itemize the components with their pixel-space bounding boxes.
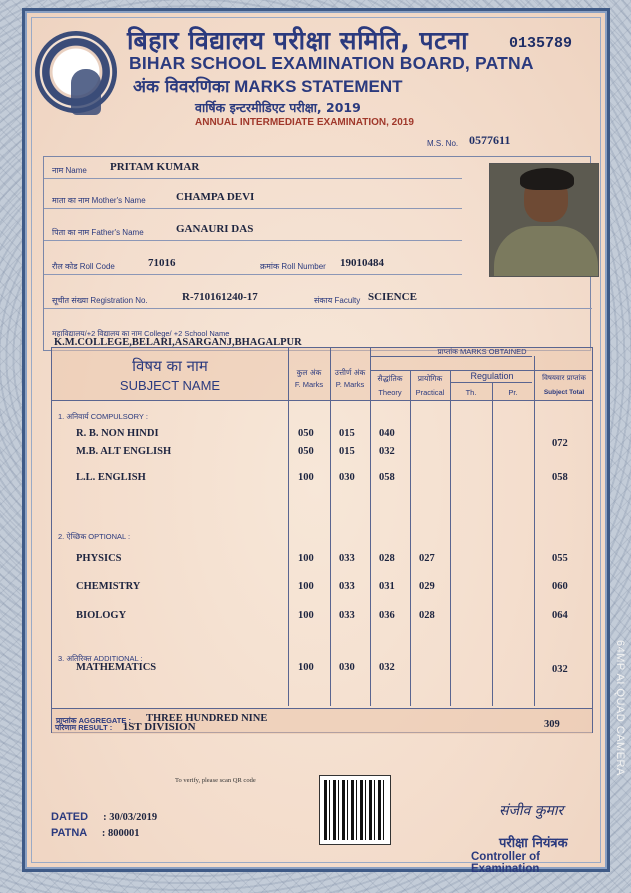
exam-title-english: ANNUAL INTERMEDIATE EXAMINATION, 2019 <box>195 117 414 128</box>
photo-hair <box>520 168 574 190</box>
board-name-english: BIHAR SCHOOL EXAMINATION BOARD, PATNA <box>129 53 534 73</box>
board-name-hindi: बिहार विद्यालय परीक्षा समिति, पटना <box>127 26 469 55</box>
controller-signature: संजीव कुमार <box>499 803 564 819</box>
controller-title-hindi: परीक्षा नियंत्रक <box>499 836 568 851</box>
result-label: परिणाम RESULT : <box>55 723 113 732</box>
faculty-label: संकाय Faculty <box>314 296 361 305</box>
place-label: PATNA <box>51 827 87 839</box>
theory-marks: 031 <box>379 581 395 592</box>
roll-row <box>44 253 462 275</box>
full-marks-header: F. Marks <box>294 380 324 389</box>
regulation-practical-header: Pr. <box>508 388 518 397</box>
regulation-theory-header: Th. <box>465 388 477 397</box>
camera-watermark-text: 64MP AI QUAD CAMERA <box>614 640 626 776</box>
mother-row <box>44 187 462 209</box>
obtained-line <box>370 356 532 357</box>
ms-no-label: M.S. No. <box>427 139 459 148</box>
theory-header-hindi: सैद्धांतिक <box>377 374 403 383</box>
subject-header-hindi: विषय का नाम <box>132 357 208 375</box>
theory-marks: 032 <box>379 662 395 673</box>
marks-table <box>51 347 593 733</box>
pass-marks: 030 <box>339 662 355 673</box>
roll-code-label: रौल कोड Roll Code <box>52 262 115 271</box>
full-marks: 100 <box>298 662 314 673</box>
col-divider <box>450 370 451 706</box>
theory-header: Theory <box>378 388 402 397</box>
father-name: GANAURI DAS <box>176 223 254 235</box>
aggregate-value: 309 <box>544 719 560 730</box>
full-marks: 100 <box>298 610 314 621</box>
practical-marks: 027 <box>419 553 435 564</box>
practical-header-hindi: प्रायोगिक <box>417 374 443 383</box>
subject-name: L.L. ENGLISH <box>76 472 146 483</box>
registration-row <box>44 287 592 309</box>
photo-body <box>494 226 598 277</box>
full-marks: 050 <box>298 446 314 457</box>
subject-name: MATHEMATICS <box>76 662 157 673</box>
father-row <box>44 219 462 241</box>
result-line <box>55 717 196 735</box>
subject-total: 060 <box>552 581 568 592</box>
subject-name: R. B. NON HINDI <box>76 428 159 439</box>
exam-title-hindi: वार्षिक इन्टरमीडिएट परीक्षा, 2019 <box>195 100 361 115</box>
practical-header: Practical <box>415 388 445 397</box>
aggregate-label: प्राप्तांक AGGREGATE : <box>56 716 131 725</box>
full-marks: 100 <box>298 472 314 483</box>
pass-marks: 033 <box>339 610 355 621</box>
camera-watermark <box>612 640 626 850</box>
subject-total: 058 <box>552 472 568 483</box>
controller-title-english: Controller of Examination <box>471 851 540 875</box>
subject-name: BIOLOGY <box>76 610 127 621</box>
mother-name: CHAMPA DEVI <box>176 191 255 203</box>
theory-marks: 036 <box>379 610 395 621</box>
pass-marks: 015 <box>339 428 355 439</box>
subject-name: PHYSICS <box>76 553 122 564</box>
roll-code-value: 71016 <box>148 257 176 269</box>
verify-instruction: To verify, please scan QR code <box>175 777 256 784</box>
full-marks: 100 <box>298 553 314 564</box>
col-divider <box>492 382 493 706</box>
result-value: 1ST DIVISION <box>122 721 196 733</box>
pass-marks-header: P. Marks <box>335 380 365 389</box>
full-marks-header-hindi: कुल अंक <box>296 368 322 377</box>
qr-pattern <box>324 780 386 840</box>
roll-number-label: क्रमांक Roll Number <box>260 262 326 271</box>
marks-statement-document <box>22 8 610 875</box>
seal-figure <box>71 69 101 115</box>
ms-no-value: 0577611 <box>469 133 511 147</box>
board-seal-logo <box>35 31 117 113</box>
theory-marks: 058 <box>379 472 395 483</box>
col-divider <box>330 348 331 706</box>
college-label: महाविद्यालय/+2 विद्यालय का नाम College/ +2 School Name <box>52 329 230 338</box>
subject-total: 032 <box>552 664 568 675</box>
pass-marks: 033 <box>339 553 355 564</box>
faculty-value: SCIENCE <box>368 291 417 303</box>
header-bottom-line <box>52 400 592 401</box>
subject-name: M.B. ALT ENGLISH <box>76 446 172 457</box>
name-label: नाम Name <box>52 166 87 175</box>
full-marks: 050 <box>298 428 314 439</box>
subject-total: 055 <box>552 553 568 564</box>
student-photo <box>489 163 599 277</box>
roll-number-value: 19010484 <box>340 257 384 269</box>
col-divider <box>410 370 411 706</box>
theory-marks: 040 <box>379 428 395 439</box>
dated-label: DATED <box>51 811 89 823</box>
college-value: K.M.COLLEGE,BELARI,ASARGANJ,BHAGALPUR <box>54 337 302 348</box>
hindi-combined-total: 072 <box>552 438 568 449</box>
pass-marks: 033 <box>339 581 355 592</box>
statement-title-hindi: अंक विवरणिका <box>133 77 230 97</box>
certificate-number: 0135789 <box>509 35 573 52</box>
marks-obtained-header: प्राप्तांक MARKS OBTAINED <box>437 347 527 356</box>
dated-value: : 30/03/2019 <box>103 812 158 823</box>
pass-marks-header-hindi: उत्तीर्ण अंक <box>334 368 366 377</box>
practical-marks: 028 <box>419 610 435 621</box>
col-divider <box>534 356 535 706</box>
name-row <box>44 157 462 179</box>
pass-marks: 030 <box>339 472 355 483</box>
subject-total: 064 <box>552 610 568 621</box>
subject-name: CHEMISTRY <box>76 581 141 592</box>
qr-code[interactable] <box>319 775 391 845</box>
compulsory-section-label: 1. अनिवार्य COMPULSORY : <box>58 412 148 421</box>
col-divider <box>370 348 371 706</box>
aggregate-line <box>52 708 592 709</box>
practical-marks: 029 <box>419 581 435 592</box>
subject-total-header-hindi: विषयवार प्राप्तांक <box>542 374 586 382</box>
date-block <box>51 811 157 839</box>
subject-total-header: Subject Total <box>543 389 585 396</box>
additional-section-label: 3. अतिरिक्त ADDITIONAL : <box>58 654 143 663</box>
col-divider <box>288 348 289 706</box>
student-name: PRITAM KUMAR <box>110 161 200 173</box>
theory-marks: 028 <box>379 553 395 564</box>
pass-marks: 015 <box>339 446 355 457</box>
theory-marks: 032 <box>379 446 395 457</box>
subject-header-english: SUBJECT NAME <box>119 378 221 393</box>
statement-title-english: MARKS STATEMENT <box>234 77 403 96</box>
regulation-header: Regulation <box>470 371 514 381</box>
regulation-line <box>450 382 532 383</box>
full-marks: 100 <box>298 581 314 592</box>
registration-value: R-710161240-17 <box>182 291 258 303</box>
aggregate-words: THREE HUNDRED NINE <box>146 713 268 724</box>
father-label: पिता का नाम Father's Name <box>52 228 144 237</box>
place-code: : 800001 <box>101 828 140 839</box>
statement-title <box>133 74 403 97</box>
optional-section-label: 2. ऐच्छिक OPTIONAL : <box>58 532 131 541</box>
student-info-box <box>43 156 591 351</box>
registration-label: सूचीत संख्या Registration No. <box>52 296 148 305</box>
mother-label: माता का नाम Mother's Name <box>52 196 146 205</box>
